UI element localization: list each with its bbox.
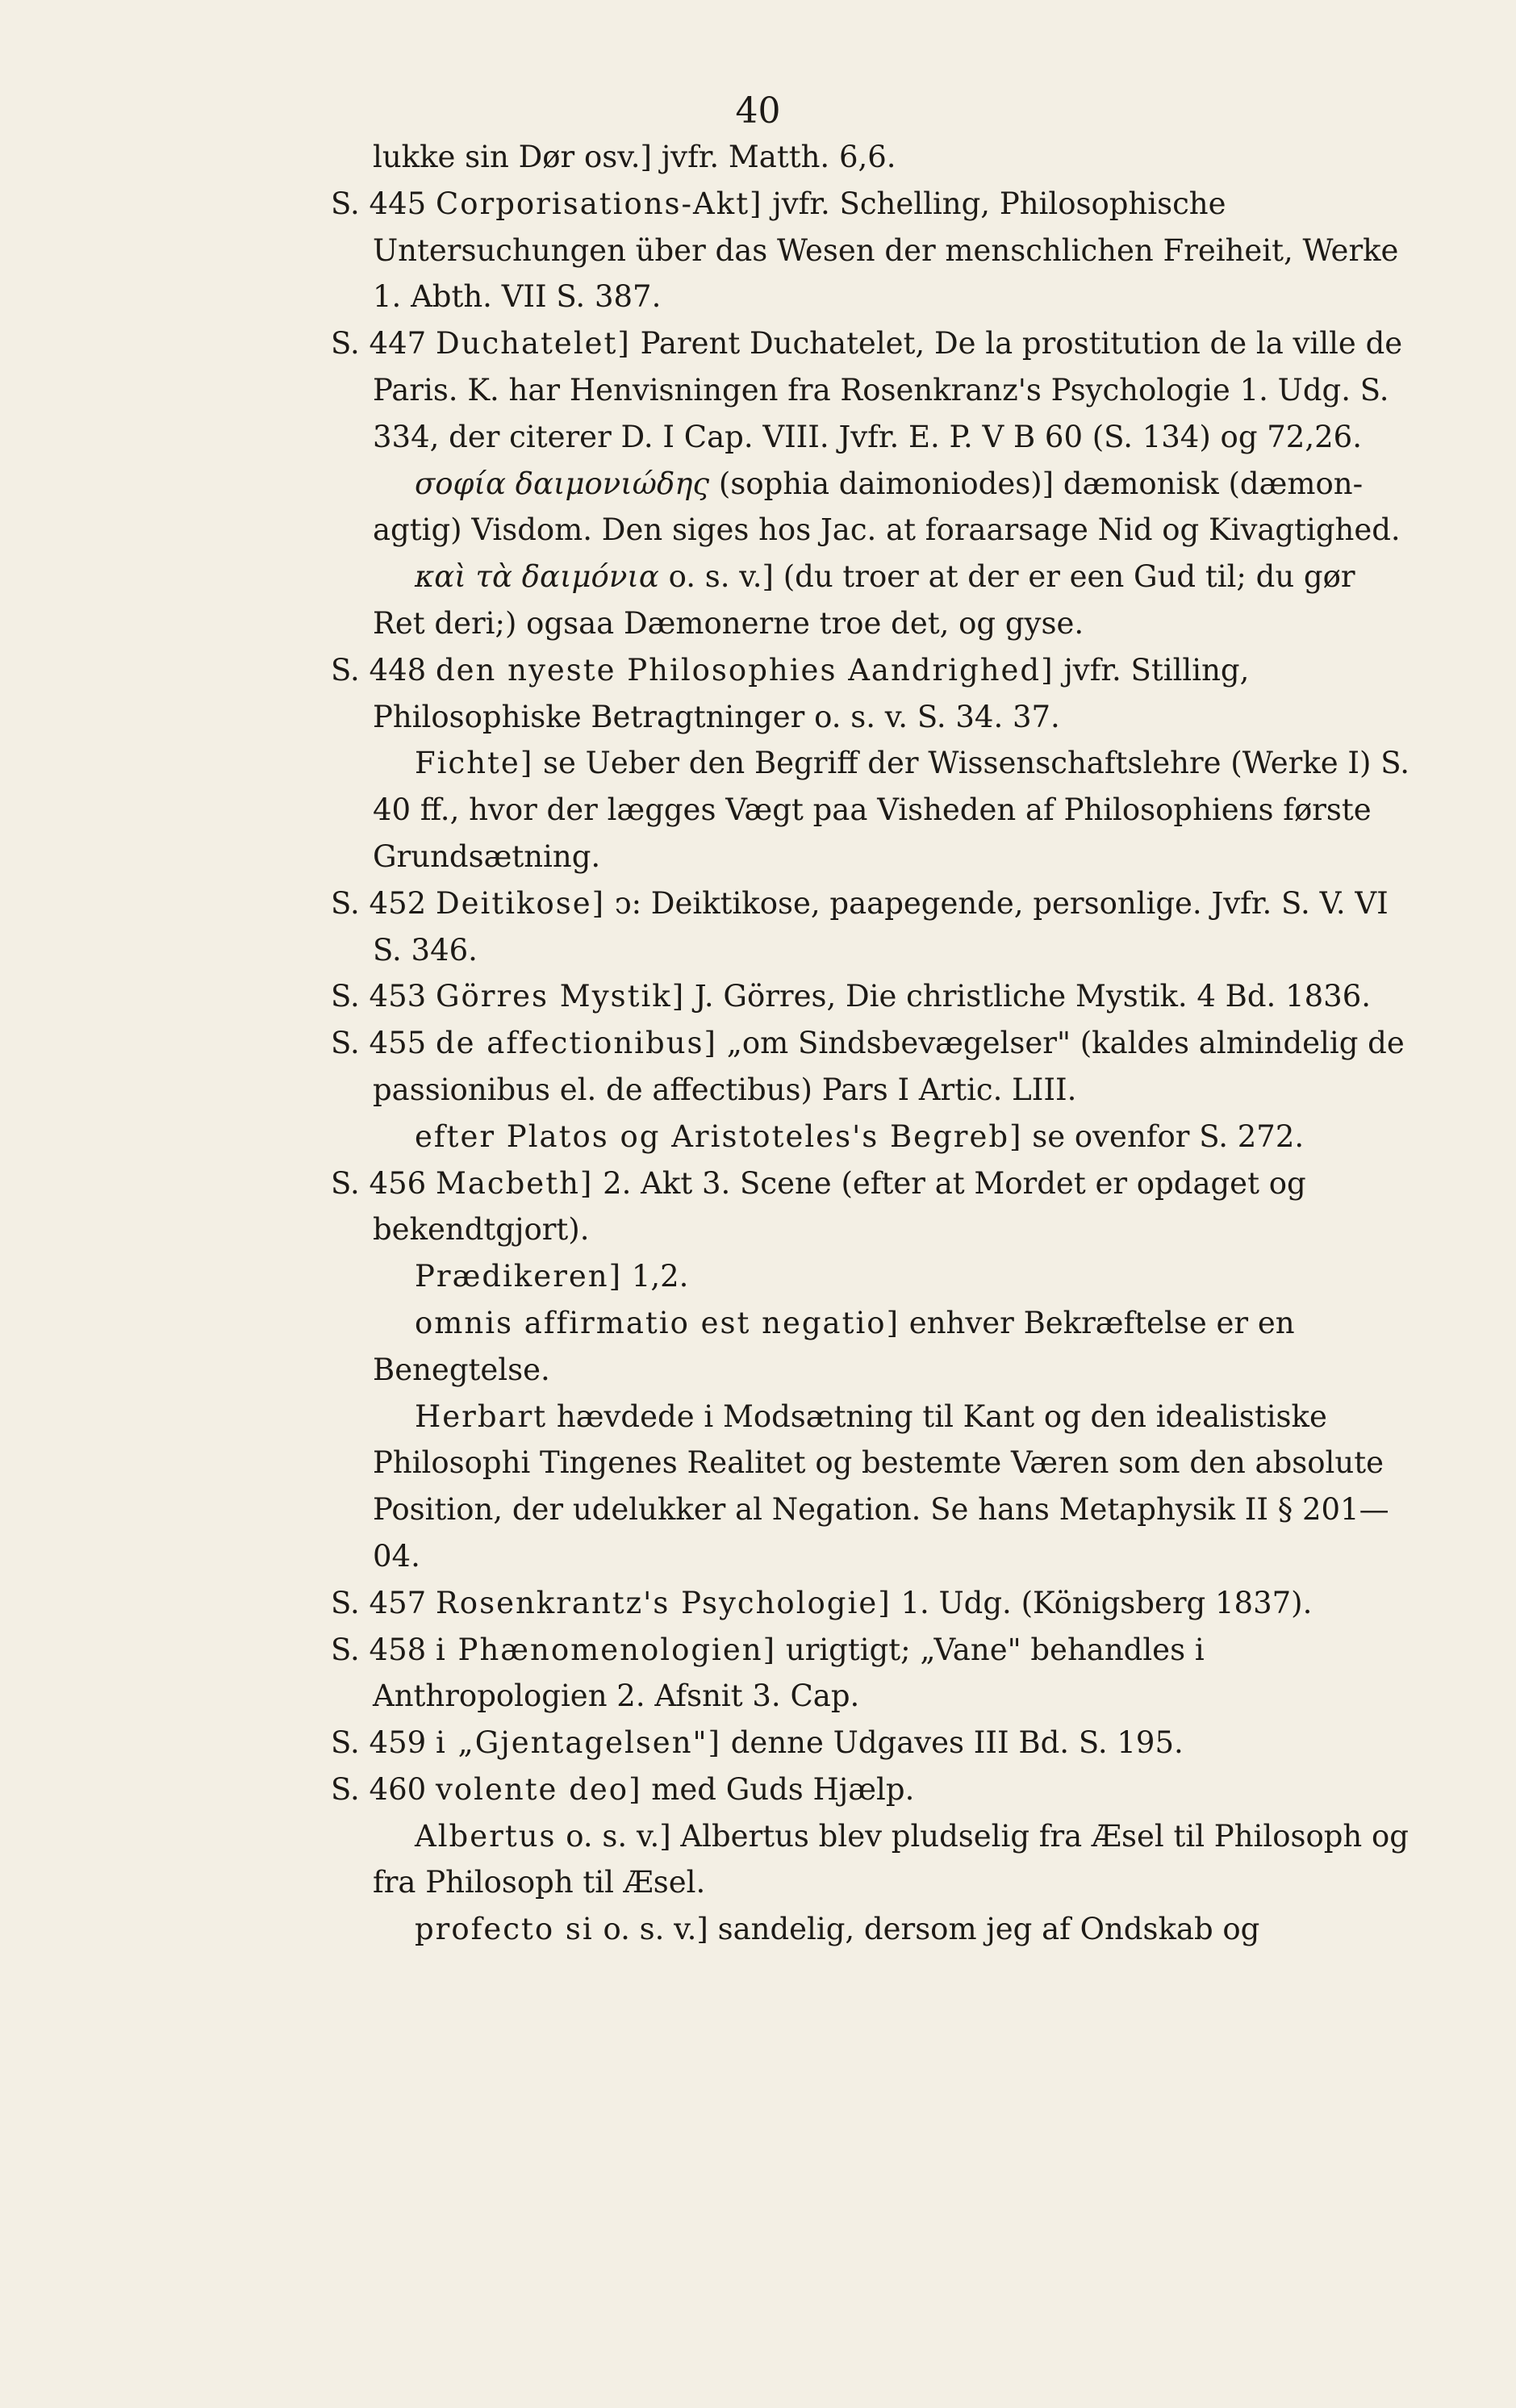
lemma: Macbeth] [435,1165,594,1201]
note-text: 1. Udg. (Königsberg 1837). [900,1585,1313,1620]
lemma: de affectionibus] [435,1026,717,1061]
greek-lemma: καὶ τὰ δαιμόνια [415,559,659,595]
note-text: urigtigt; „Vane" behandles i Anthropologien 2. Afsnit 3. Cap. [373,1632,1205,1714]
page-reference: S. 445 [331,186,427,221]
page-number: 40 [735,90,781,132]
note-text: denne Udgaves III Bd. S. 195. [730,1725,1184,1761]
commentary-text [331,134,1416,1953]
page-reference: S. 453 [331,979,427,1014]
lemma: Görres Mystik] [435,979,686,1014]
page-reference: S. 448 [331,652,427,688]
note-text: o. s. v.] sandelig, dersom jeg af Ondskab og [603,1912,1260,1947]
lemma: Deitikose] [435,885,606,921]
note-continuation [331,1253,1416,1300]
note-continuation [331,1394,1416,1580]
lemma: Fichte] [415,746,534,781]
note-text: ↄ: Deiktikose, paapegende, personlige. Jvfr. S. V. VI S. 346. [373,885,1389,968]
note-text: lukke sin Dør osv.] jvfr. Matth. 6,6. [373,140,896,174]
note-text: jvfr. Schelling, Philosophische Untersuchungen über das Wesen der menschlichen Freiheit, Werke 1. Abth. VII S. 387. [373,186,1399,315]
note-entry [331,1020,1416,1114]
note-continuation [331,1300,1416,1394]
note-entry [331,880,1416,974]
lemma: Corporisations-Akt] [435,186,763,221]
lemma: i Phænomenologien] [435,1632,777,1667]
note-entry [331,1580,1416,1627]
note-continuation [331,1813,1416,1907]
note-entry [331,1627,1416,1720]
note-text: Parent Duchatelet, De la prostitution de la ville de Paris. K. har Henvisningen fra Rosenkranz's Psychologie 1. Udg. S. 334, der citerer D. I Cap. VIII. Jvfr. E. P. V B 60 (S. 134) og 72,26. [373,326,1403,454]
note-entry [331,1766,1416,1813]
lemma: i „Gjentagelsen"] [435,1725,721,1761]
note-entry [331,320,1416,460]
note-continuation [331,740,1416,880]
note-continuation [331,461,1416,554]
lemma: volente deo] [435,1771,642,1807]
note-text: se ovenfor S. 272. [1032,1118,1305,1154]
note-continuation [331,134,1416,181]
lemma: den nyeste Philosophies Aandrighed] [435,652,1055,688]
page-reference: S. 452 [331,885,427,921]
lemma: Rosenkrantz's Psychologie] [435,1585,892,1620]
note-text: 1,2. [631,1259,689,1294]
note-text: J. Görres, Die christliche Mystik. 4 Bd. 1836. [694,979,1372,1014]
note-entry [331,1160,1416,1254]
note-entry [331,973,1416,1020]
lemma: Duchatelet] [435,326,631,362]
lemma: Herbart [415,1398,548,1434]
note-continuation [331,1906,1416,1953]
page-reference: S. 458 [331,1632,427,1667]
greek-lemma: σοφία δαιμονιώδης [415,466,710,501]
lemma: Prædikeren] [415,1259,623,1294]
note-text: 2. Akt 3. Scene (efter at Mordet er opdaget og bekendtgjort). [373,1165,1306,1248]
note-text: o. s. v.] (du troer at der er een Gud til; du gør Ret deri;) ogsaa Dæmonerne troe det, og gyse. [373,559,1355,641]
note-entry [331,1720,1416,1766]
note-entry [331,181,1416,320]
note-text: „om Sindsbevægelser" (kaldes almindelig de passionibus el. de affectibus) Pars I Artic. LIII. [373,1026,1405,1107]
page-reference: S. 457 [331,1585,427,1620]
note-entry [331,647,1416,741]
note-text: hævdede i Modsætning til Kant og den idealistiske Philosophi Tingenes Realitet og bestemte Væren som den absolute Position, der udelukker al Negation. Se hans Metaphysik II § 201—04. [373,1398,1389,1574]
note-text: enhver Bekræftelse er en Benegtelse. [373,1305,1295,1387]
note-continuation [331,1114,1416,1160]
note-text: med Guds Hjælp. [651,1771,915,1807]
note-text: (sophia daimoniodes)] dæmonisk (dæmon-agtig) Visdom. Den siges hos Jac. at foraarsage Nid og Kivagtighed. [373,466,1401,548]
page-reference: S. 456 [331,1165,427,1201]
lemma: Albertus [415,1818,557,1854]
note-text: jvfr. Stilling, Philosophiske Betragtninger o. s. v. S. 34. 37. [373,652,1250,734]
page-reference: S. 447 [331,326,427,362]
lemma: efter Platos og Aristoteles's Begreb] [415,1118,1023,1154]
note-text: se Ueber den Begriff der Wissenschaftslehre (Werke I) S. 40 ff., hvor der lægges Vægt paa Visheden af Philosophiens første Grundsætning. [373,746,1410,874]
lemma: profecto si [415,1912,594,1947]
note-text: o. s. v.] Albertus blev pludselig fra Æsel til Philosoph og fra Philosoph til Æsel. [373,1818,1409,1900]
note-continuation [331,554,1416,647]
page-reference: S. 455 [331,1026,427,1061]
page-reference: S. 459 [331,1725,427,1761]
lemma: omnis affirmatio est negatio] [415,1305,900,1340]
page-reference: S. 460 [331,1771,427,1807]
